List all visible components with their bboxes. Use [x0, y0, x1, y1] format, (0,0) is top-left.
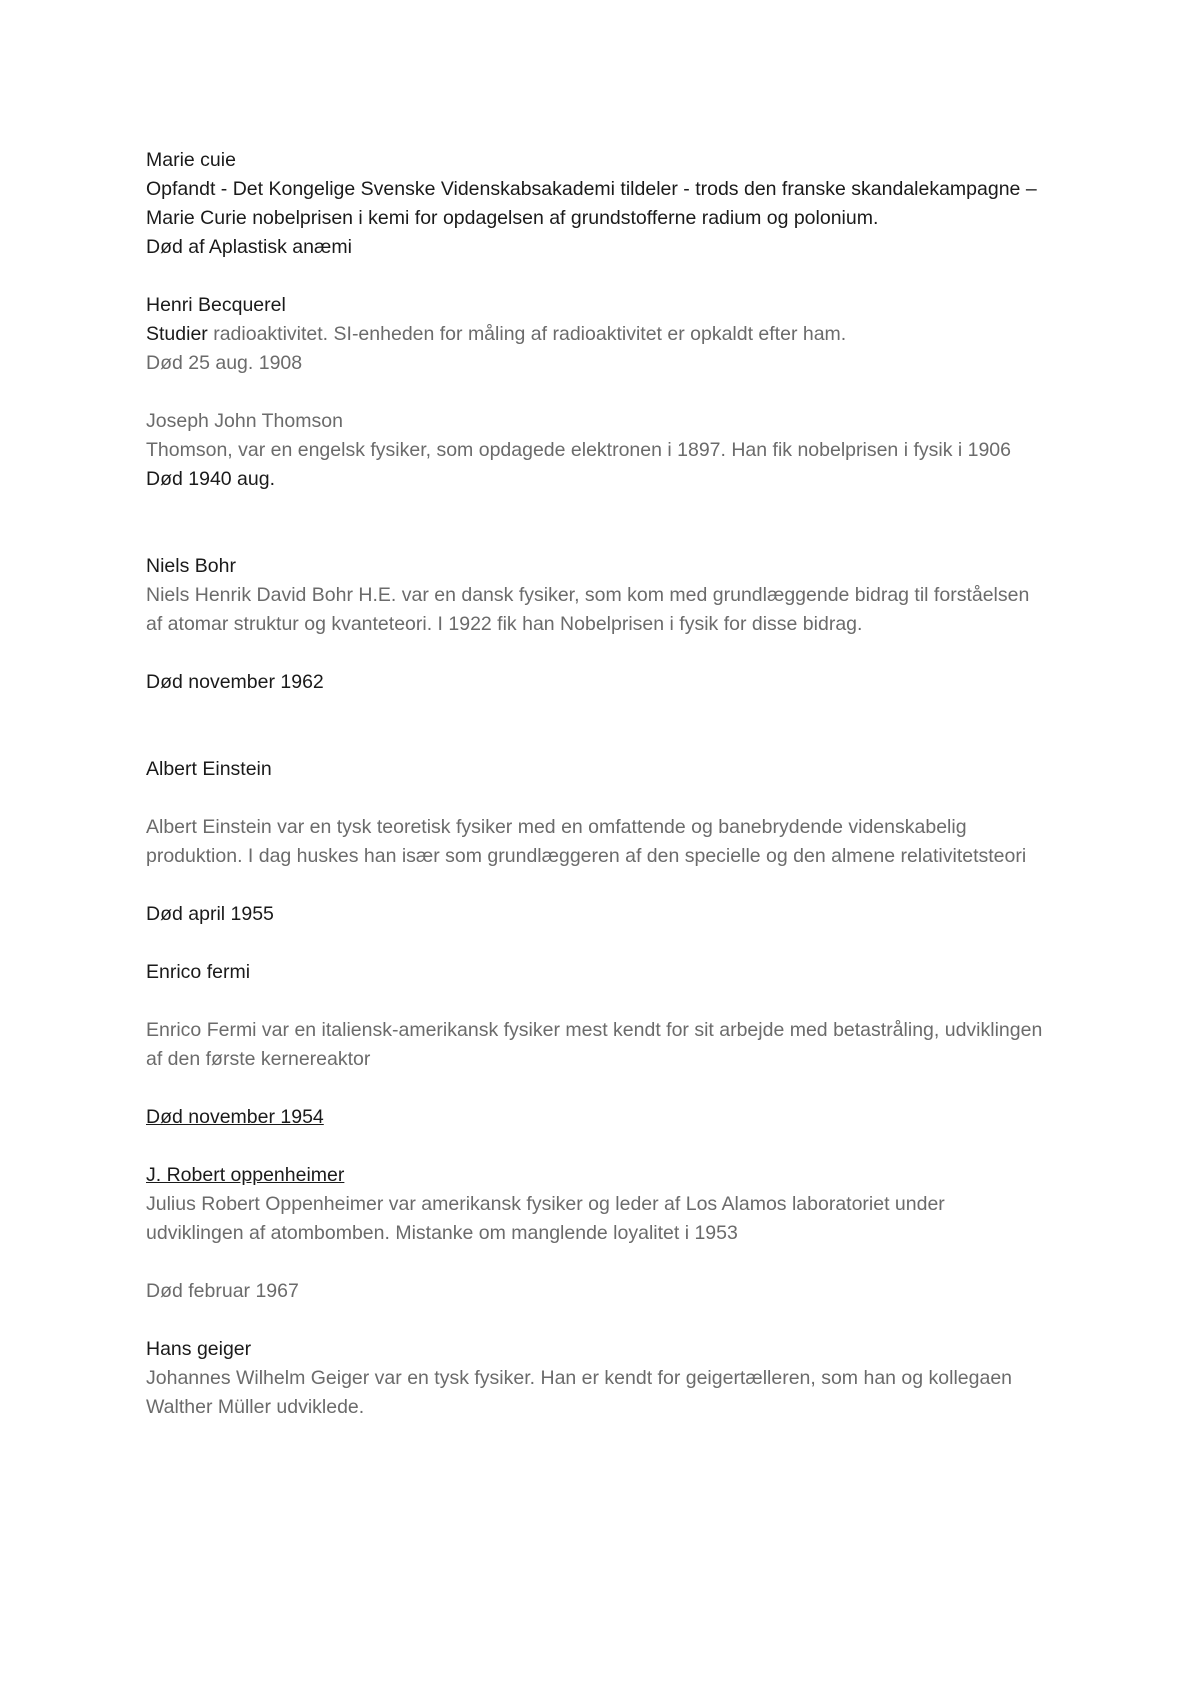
entry-description-rest: radioaktivitet. SI-enheden for måling af radioaktivitet er opkaldt efter ham. [207, 323, 847, 345]
entry-name: Albert Einstein [146, 758, 272, 780]
entry-description: Julius Robert Oppenheimer var amerikansk fysiker og leder af Los Alamos laboratoriet under udviklingen af atombomben. Mistanke om manglende loyalitet i 1953 [146, 1193, 945, 1244]
entry-marie-curie [146, 146, 1046, 262]
entry-name: Marie cuie [146, 149, 236, 171]
entry-name: Niels Bohr [146, 555, 236, 577]
entry-death: Død februar 1967 [146, 1280, 299, 1302]
entry-description-lead: Studier [146, 323, 208, 345]
entry-death: Død 1940 aug. [146, 468, 276, 490]
entry-description: Johannes Wilhelm Geiger var en tysk fysiker. Han er kendt for geigertælleren, som han og kollegaen Walther Müller udviklede. [146, 1367, 1013, 1418]
entry-description: Thomson, var en engelsk fysiker, som opdagede elektronen i 1897. Han fik nobelprisen i fysik i 1906 [146, 439, 1011, 461]
entry-enrico-fermi [146, 958, 1046, 1132]
entry-description: Enrico Fermi var en italiensk-amerikansk fysiker mest kendt for sit arbejde med betastråling, udviklingen af den første kernereaktor [146, 1019, 1043, 1070]
entry-name: Enrico fermi [146, 961, 251, 983]
document-body [146, 146, 1046, 1422]
entry-name: J. Robert oppenheimer [146, 1164, 345, 1186]
entry-death: Død november 1962 [146, 671, 324, 693]
entry-death: Død april 1955 [146, 903, 274, 925]
entry-name: Joseph John Thomson [146, 410, 343, 432]
entry-niels-bohr [146, 552, 1046, 697]
entry-name: Henri Becquerel [146, 294, 286, 316]
entry-joseph-john-thomson [146, 407, 1046, 494]
entry-death: Død november 1954 [146, 1106, 324, 1128]
entry-death: Død 25 aug. 1908 [146, 352, 303, 374]
entry-name: Hans geiger [146, 1338, 252, 1360]
entry-description: Albert Einstein var en tysk teoretisk fysiker med en omfattende og banebrydende videnskabelig produktion. I dag huskes han især som grundlæggeren af den specielle og den almene relativitetsteori [146, 816, 1027, 867]
entry-death: Død af Aplastisk anæmi [146, 236, 352, 258]
entry-description: Niels Henrik David Bohr H.E. var en dansk fysiker, som kom med grundlæggende bidrag til forståelsen af atomar struktur og kvanteteori. I 1922 fik han Nobelprisen i fysik for disse bidrag. [146, 584, 1030, 635]
entry-description [146, 320, 1046, 349]
entry-j-robert-oppenheimer [146, 1161, 1046, 1306]
entry-henri-becquerel [146, 291, 1046, 378]
entry-description: Opfandt - Det Kongelige Svenske Videnskabsakademi tildeler - trods den franske skandalekampagne –Marie Curie nobelprisen i kemi for opdagelsen af grundstofferne radium og polonium. [146, 178, 1037, 229]
entry-hans-geiger [146, 1335, 1046, 1422]
entry-albert-einstein [146, 755, 1046, 929]
